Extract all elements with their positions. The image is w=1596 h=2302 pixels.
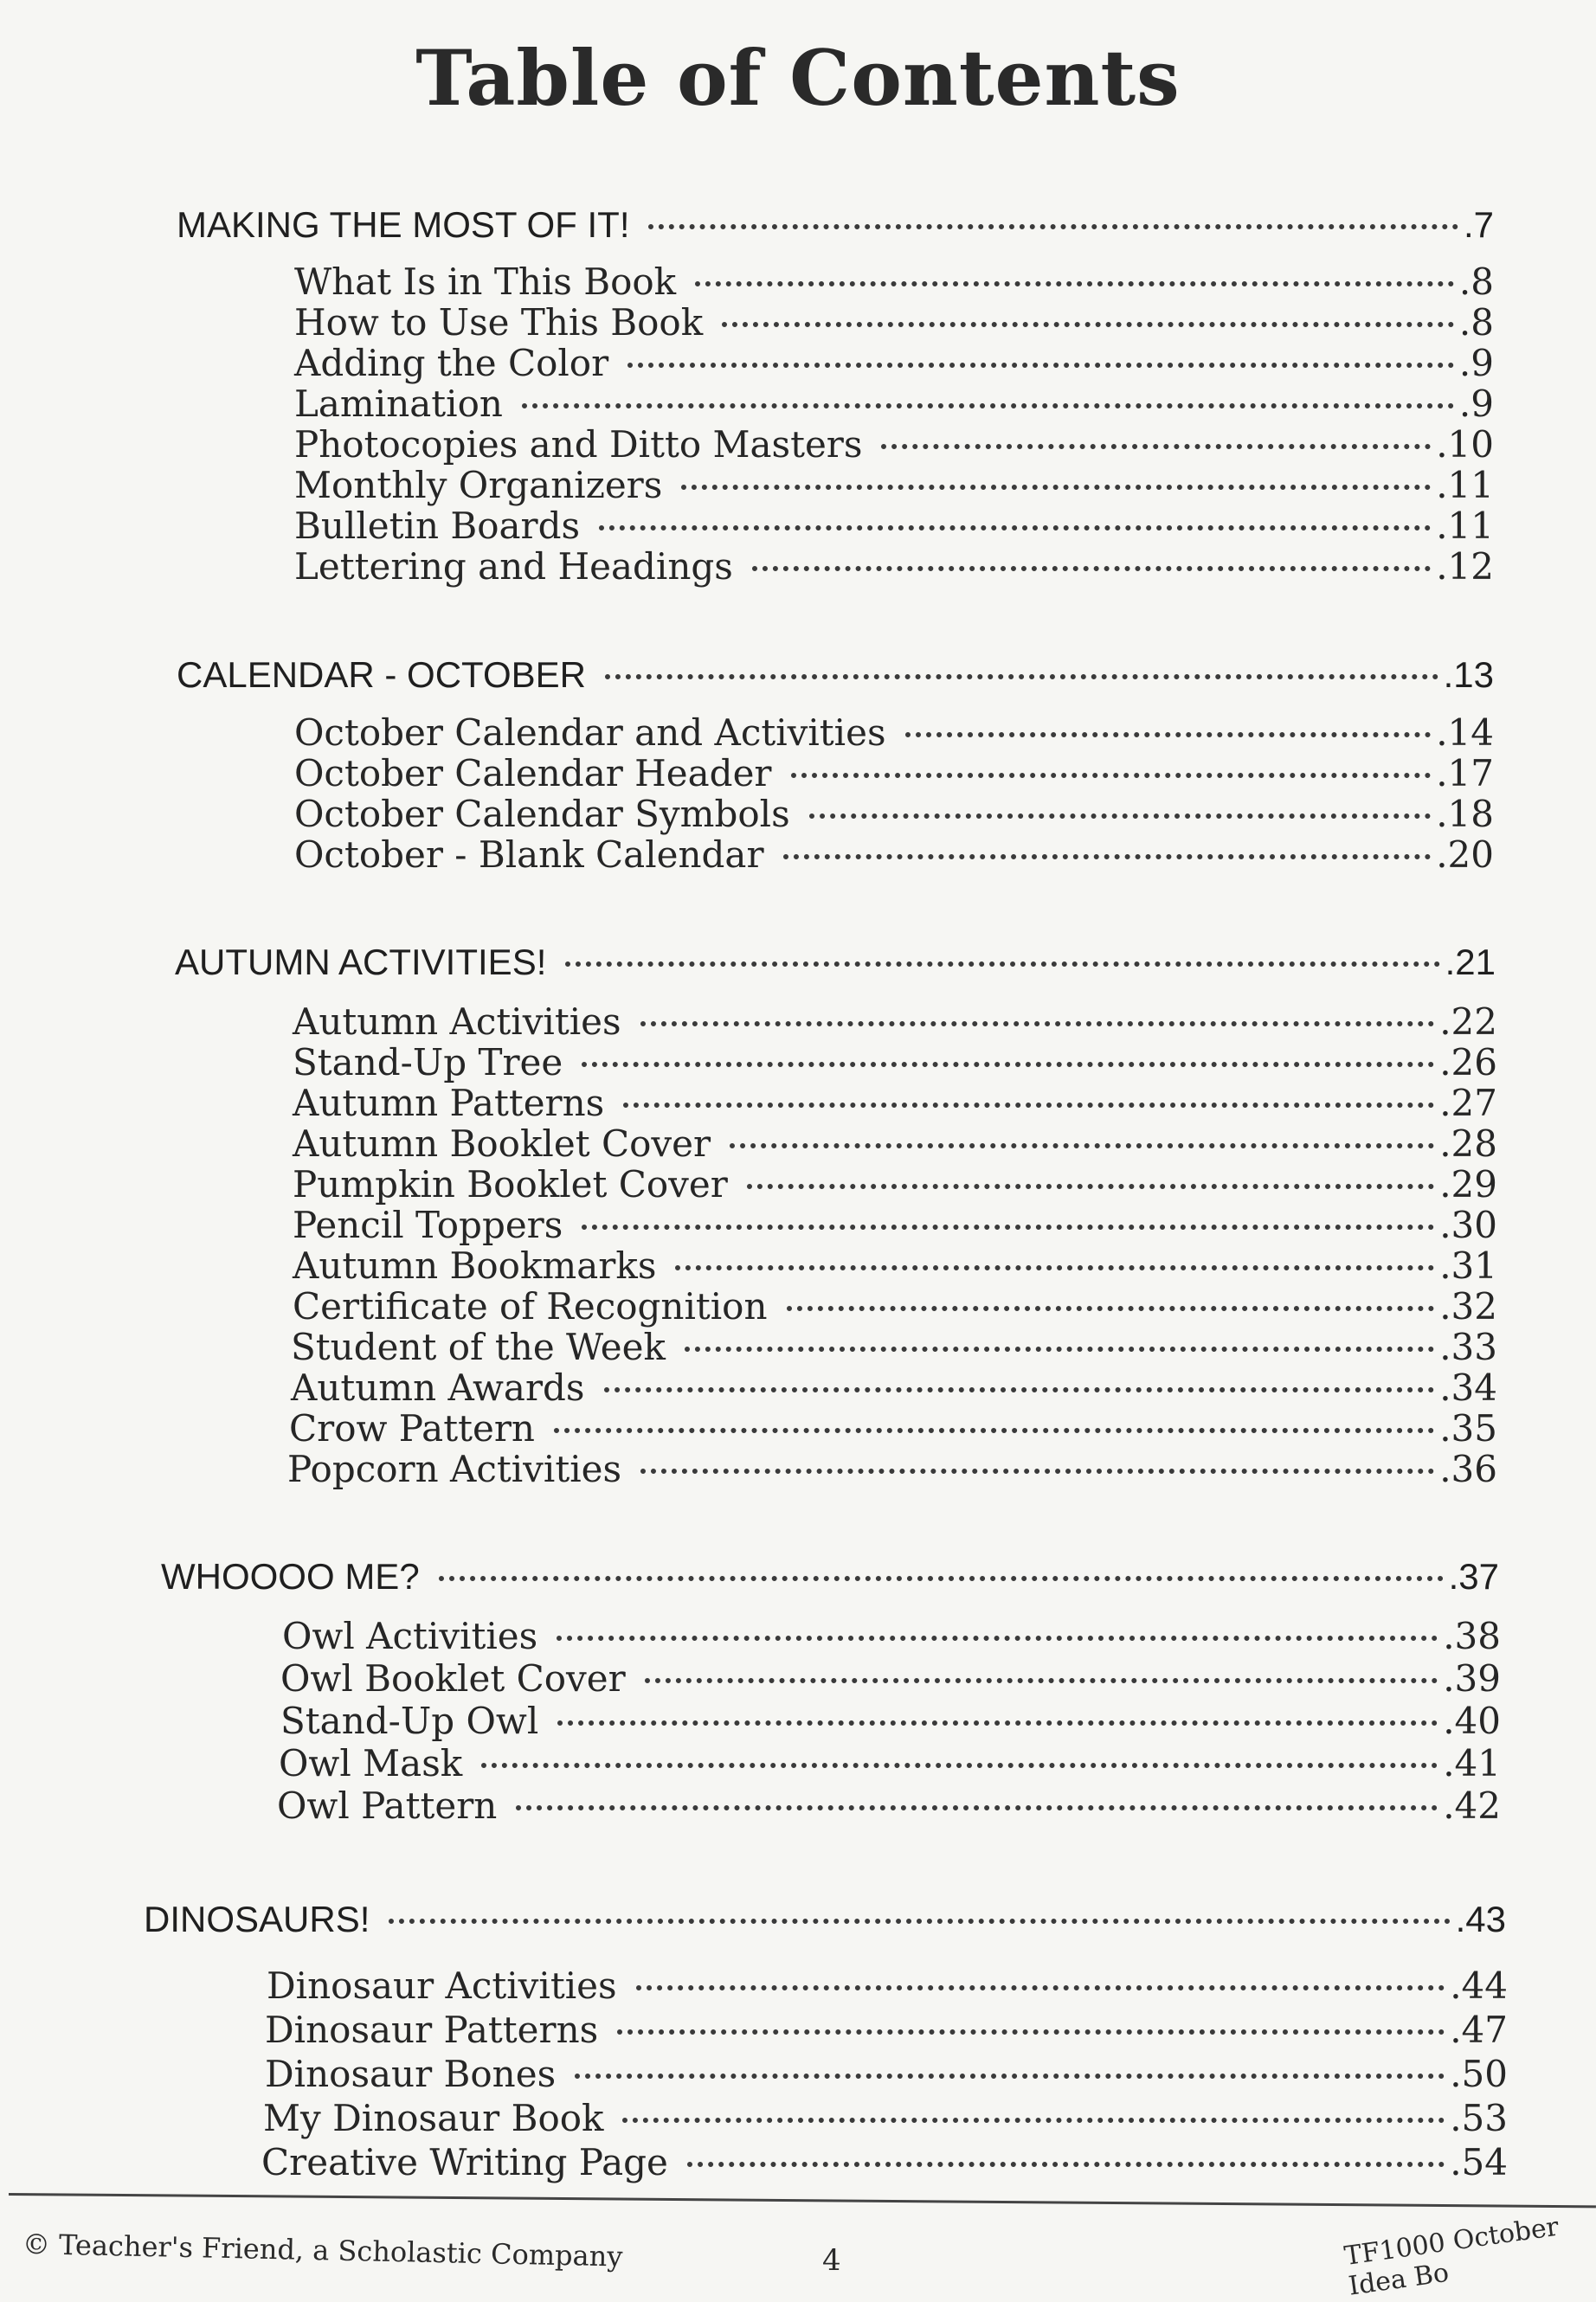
dot-leader: [695, 281, 1454, 286]
toc-entry: [282, 1615, 1501, 1657]
toc-entry: [277, 1784, 1501, 1827]
toc-entry: [293, 1000, 1497, 1043]
toc-entry-page: .8: [1458, 301, 1494, 344]
toc-entry-title: Creative Writing Page: [261, 2141, 668, 2183]
toc-entry: [294, 464, 1494, 506]
footer-copyright: © Teacher's Friend, a Scholastic Company: [22, 2228, 623, 2273]
toc-entry: [293, 1041, 1497, 1083]
toc-entry-title: Dinosaur Bones: [265, 2053, 557, 2095]
toc-entry-title: Autumn Patterns: [293, 1082, 605, 1124]
toc-entry: [291, 1366, 1497, 1409]
dot-leader: [575, 2074, 1445, 2079]
toc-entry: [294, 260, 1494, 303]
toc-entry: [293, 1204, 1497, 1246]
toc-entry-title: Photocopies and Ditto Masters: [294, 423, 863, 466]
toc-entry-title: Dinosaur Activities: [267, 1964, 617, 2007]
dot-leader: [516, 1805, 1438, 1810]
toc-entry: [291, 1326, 1497, 1368]
toc-entry-page: .35: [1439, 1407, 1497, 1450]
toc-entry-page: .26: [1439, 1041, 1497, 1083]
dot-leader: [557, 1636, 1438, 1641]
toc-section-page: .43: [1455, 1899, 1506, 1939]
toc-entry-page: .30: [1439, 1204, 1497, 1246]
toc-entry-page: .39: [1443, 1657, 1501, 1700]
toc-entry-page: .12: [1436, 545, 1494, 588]
toc-entry-title: Autumn Bookmarks: [293, 1244, 657, 1287]
toc-section-page: .37: [1448, 1556, 1499, 1597]
toc-entry: [293, 1285, 1497, 1328]
toc-entry: [294, 711, 1494, 754]
toc-entry-page: .29: [1439, 1163, 1497, 1206]
toc-section-page: .13: [1443, 654, 1494, 695]
toc-entry-title: Pencil Toppers: [293, 1204, 563, 1246]
toc-entry-page: .27: [1439, 1082, 1497, 1124]
toc-entry: [294, 752, 1494, 794]
toc-entry-title: Lamination: [294, 383, 503, 425]
toc-entry: [294, 423, 1494, 466]
toc-entry-page: .44: [1450, 1964, 1508, 2007]
dot-leader: [481, 1763, 1438, 1768]
toc-entry-title: Adding the Color: [294, 342, 609, 384]
toc-entry-page: .9: [1458, 383, 1494, 425]
toc-section-heading: [177, 204, 1494, 246]
dot-leader: [648, 224, 1458, 229]
toc-entry-title: What Is in This Book: [294, 260, 677, 303]
toc-section-title: AUTUMN ACTIVITIES!: [175, 942, 547, 982]
dot-leader: [622, 2118, 1445, 2123]
toc-entry-title: Autumn Awards: [291, 1366, 585, 1409]
toc-entry-page: .32: [1439, 1285, 1497, 1328]
toc-entry: [293, 1163, 1497, 1206]
toc-entry: [280, 1700, 1501, 1742]
toc-entry-page: .42: [1443, 1784, 1501, 1827]
dot-leader: [557, 1720, 1438, 1726]
toc-section-title: CALENDAR - OCTOBER: [177, 654, 586, 695]
toc-entry: [261, 2141, 1508, 2183]
dot-leader: [640, 1469, 1434, 1474]
page-footer: [0, 2189, 1596, 2302]
footer-rule: [9, 2193, 1596, 2208]
toc-entry-title: Owl Pattern: [277, 1784, 498, 1827]
dot-leader: [645, 1678, 1438, 1683]
toc-entry: [293, 1082, 1497, 1124]
toc-section-title: DINOSAURS!: [144, 1899, 370, 1939]
toc-entry-page: .34: [1439, 1366, 1497, 1409]
dot-leader: [627, 363, 1454, 368]
toc-entry-title: Stand-Up Tree: [293, 1041, 563, 1083]
dot-leader: [752, 566, 1431, 571]
toc-entry-page: .18: [1436, 793, 1494, 835]
toc-section-title: MAKING THE MOST OF IT!: [177, 204, 630, 245]
toc-entry-page: .8: [1458, 260, 1494, 303]
toc-entry: [287, 1448, 1497, 1490]
toc-entry: [280, 1657, 1501, 1700]
toc-entry: [279, 1742, 1501, 1784]
toc-entry-title: Owl Booklet Cover: [280, 1657, 626, 1700]
toc-entry-page: .47: [1450, 2009, 1508, 2051]
toc-entry-title: Bulletin Boards: [294, 505, 581, 547]
toc-section-page: .21: [1445, 942, 1496, 982]
toc-entry-title: Lettering and Headings: [294, 545, 733, 588]
toc-entry: [294, 383, 1494, 425]
dot-leader: [522, 403, 1454, 408]
toc-entry-page: .41: [1443, 1742, 1501, 1784]
toc-entry-title: Owl Activities: [282, 1615, 538, 1657]
toc-entry: [263, 2097, 1508, 2139]
dot-leader: [783, 854, 1432, 859]
dot-leader: [582, 1062, 1434, 1067]
dot-leader: [747, 1184, 1434, 1189]
page-title: Table of Contents: [415, 33, 1181, 123]
toc-entry: [267, 1964, 1508, 2007]
dot-leader: [640, 1021, 1435, 1026]
toc-entry-page: .11: [1436, 505, 1494, 547]
dot-leader: [605, 674, 1438, 679]
dot-leader: [905, 732, 1432, 737]
toc-entry-title: Owl Mask: [279, 1742, 463, 1784]
toc-entry-page: .54: [1450, 2141, 1508, 2183]
toc-entry: [294, 342, 1494, 384]
toc-entry: [294, 505, 1494, 547]
toc-section-heading: [177, 654, 1494, 696]
toc-entry: [294, 833, 1494, 876]
toc-entry: [294, 301, 1494, 344]
toc-entry-page: .10: [1436, 423, 1494, 466]
toc-entry-page: .28: [1439, 1122, 1497, 1165]
toc-entry-page: .9: [1458, 342, 1494, 384]
toc-entry: [265, 2053, 1508, 2095]
dot-leader: [582, 1225, 1434, 1230]
toc-entry: [293, 1122, 1497, 1165]
toc-entry-page: .33: [1439, 1326, 1497, 1368]
toc-entry: [265, 2009, 1508, 2051]
toc-entry-page: .53: [1450, 2097, 1508, 2139]
dot-leader: [730, 1143, 1434, 1148]
dot-leader: [439, 1576, 1444, 1581]
toc-section-page: .7: [1463, 204, 1494, 245]
toc-entry-title: How to Use This Book: [294, 301, 704, 344]
toc-entry-page: .22: [1439, 1000, 1497, 1043]
toc-entry-title: October Calendar Header: [294, 752, 772, 794]
toc-entry-title: Student of the Week: [291, 1326, 666, 1368]
toc-entry-page: .11: [1436, 464, 1494, 506]
dot-leader: [675, 1265, 1434, 1270]
toc-entry-title: October Calendar and Activities: [294, 711, 886, 754]
toc-entry-title: Autumn Booklet Cover: [293, 1122, 711, 1165]
footer-book-code: TF1000 October Idea Bo: [1342, 2211, 1561, 2302]
toc-entry-title: October Calendar Symbols: [294, 793, 790, 835]
toc-entry-page: .17: [1436, 752, 1494, 794]
toc-entry-title: Dinosaur Patterns: [265, 2009, 599, 2051]
toc-entry-title: Crow Pattern: [289, 1407, 535, 1450]
toc-entry-page: .50: [1450, 2053, 1508, 2095]
toc-entry: [294, 793, 1494, 835]
toc-entry-page: .31: [1439, 1244, 1497, 1287]
toc-entry-title: Popcorn Activities: [287, 1448, 622, 1490]
dot-leader: [722, 322, 1454, 327]
dot-leader: [787, 1306, 1435, 1311]
dot-leader: [623, 1103, 1434, 1108]
footer-page-number: 4: [822, 2243, 841, 2278]
toc-entry-title: Stand-Up Owl: [280, 1700, 539, 1742]
toc-entry-page: .38: [1443, 1615, 1501, 1657]
toc-entry-title: Monthly Organizers: [294, 464, 663, 506]
toc-section-heading: [161, 1556, 1499, 1598]
toc-entry-title: Certificate of Recognition: [293, 1285, 768, 1328]
dot-leader: [809, 813, 1432, 819]
toc-entry: [293, 1244, 1497, 1287]
dot-leader: [681, 485, 1431, 490]
dot-leader: [617, 2029, 1445, 2035]
dot-leader: [881, 444, 1431, 449]
toc-entry-title: October - Blank Calendar: [294, 833, 764, 876]
dot-leader: [554, 1428, 1434, 1433]
dot-leader: [599, 525, 1431, 530]
toc-entry-title: Autumn Activities: [293, 1000, 621, 1043]
toc-section-title: WHOOOO ME?: [161, 1556, 420, 1597]
dot-leader: [604, 1387, 1435, 1392]
dot-leader: [565, 961, 1439, 967]
toc-entry: [289, 1407, 1497, 1450]
toc-entry-page: .40: [1443, 1700, 1501, 1742]
toc-entry-page: .14: [1436, 711, 1494, 754]
dot-leader: [389, 1919, 1450, 1924]
toc-entry-page: .36: [1439, 1448, 1497, 1490]
toc-entry-title: Pumpkin Booklet Cover: [293, 1163, 728, 1206]
dot-leader: [685, 1347, 1434, 1352]
dot-leader: [687, 2162, 1445, 2167]
toc-section-heading: [175, 942, 1496, 983]
dot-leader: [791, 773, 1432, 778]
dot-leader: [636, 1985, 1445, 1990]
toc-entry: [294, 545, 1494, 588]
toc-entry-page: .20: [1436, 833, 1494, 876]
toc-section-heading: [144, 1899, 1506, 1940]
toc-entry-title: My Dinosaur Book: [263, 2097, 604, 2139]
